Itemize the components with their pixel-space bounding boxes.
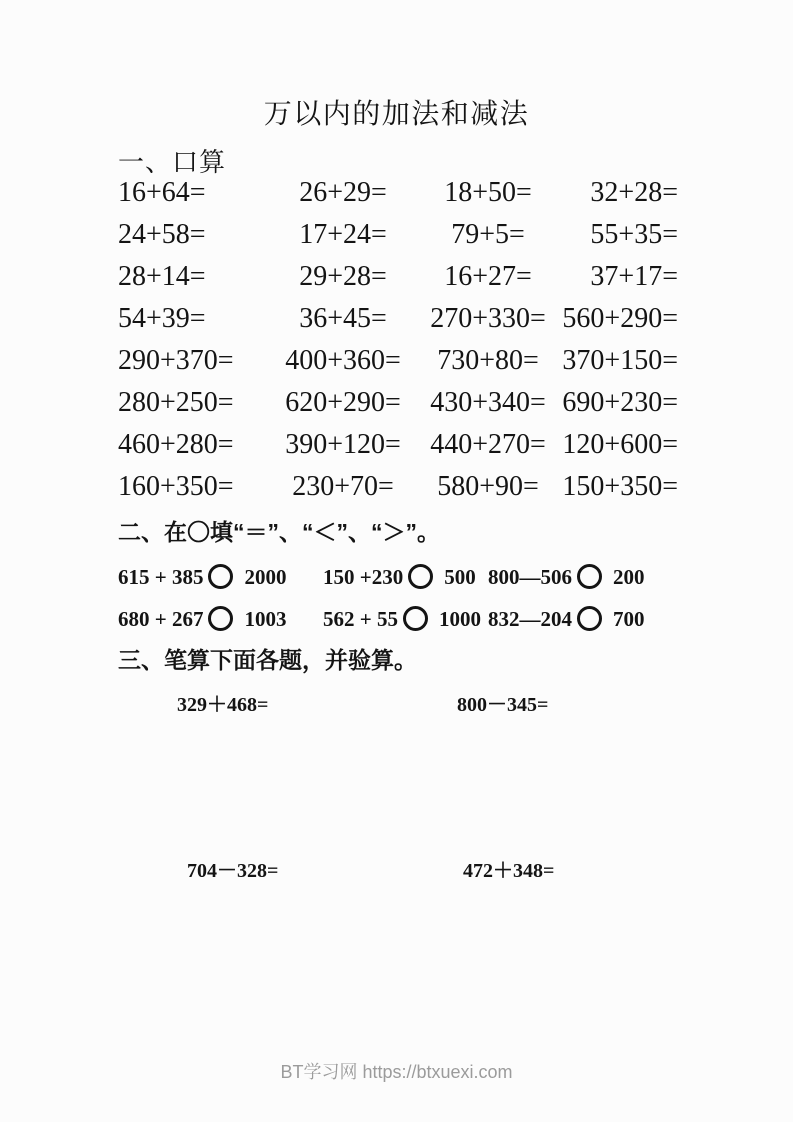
oral-problem: 730+80= xyxy=(437,345,539,376)
comparison-circle xyxy=(408,564,433,589)
comparison-expression: 615 + 385 xyxy=(118,565,204,589)
section-compare-heading: 二、在〇填“＝”、“＜”、“＞”。 xyxy=(118,519,440,545)
oral-problem: 16+64= xyxy=(118,177,206,208)
written-problem: 472＋348= xyxy=(463,860,555,882)
comparison-value: 2000 xyxy=(244,565,287,589)
oral-problem: 26+29= xyxy=(299,177,387,208)
comparison-problem xyxy=(323,564,488,590)
oral-problem: 79+5= xyxy=(451,219,525,250)
oral-problem: 28+14= xyxy=(118,261,206,292)
comparison-expression: 680 + 267 xyxy=(118,607,204,631)
oral-problem: 18+50= xyxy=(444,177,532,208)
oral-problem: 17+24= xyxy=(299,219,387,250)
oral-problem: 54+39= xyxy=(118,303,206,334)
comparison-problem xyxy=(323,606,488,632)
written-problems-row xyxy=(0,688,793,722)
oral-problem: 24+58= xyxy=(118,219,206,250)
oral-problem: 37+17= xyxy=(590,261,678,292)
comparison-expression: 150 +230 xyxy=(323,565,404,589)
comparison-circle xyxy=(577,606,602,631)
compare-row xyxy=(118,556,718,598)
written-problem: 800－345= xyxy=(457,694,549,716)
oral-problem: 580+90= xyxy=(437,471,539,502)
comparison-expression: 832—204 xyxy=(488,607,572,631)
compare-row xyxy=(118,598,718,640)
comparison-circle xyxy=(208,606,233,631)
oral-problem: 230+70= xyxy=(292,471,394,502)
written-problem: 329＋468= xyxy=(177,694,269,716)
watermark-footer: BT学习网 https://btxuexi.com xyxy=(280,1062,513,1082)
oral-problem: 460+280= xyxy=(118,429,234,460)
comparison-value: 500 xyxy=(444,565,476,589)
oral-problem: 36+45= xyxy=(299,303,387,334)
section-oral-heading: 一、口算 xyxy=(118,148,227,177)
comparison-expression: 562 + 55 xyxy=(323,607,398,631)
oral-problem: 150+350= xyxy=(562,471,678,502)
oral-problem: 160+350= xyxy=(118,471,234,502)
oral-problem: 55+35= xyxy=(590,219,678,250)
comparison-expression: 800—506 xyxy=(488,565,572,589)
compare-problems xyxy=(118,556,718,640)
comparison-value: 1003 xyxy=(244,607,287,631)
oral-problem: 280+250= xyxy=(118,387,234,418)
comparison-problem xyxy=(488,564,698,590)
oral-problem: 440+270= xyxy=(430,429,546,460)
section-written-heading: 三、笔算下面各题，并验算。 xyxy=(118,647,417,673)
written-problem: 704－328= xyxy=(187,860,279,882)
oral-problem: 690+230= xyxy=(562,387,678,418)
comparison-problem xyxy=(118,606,323,632)
written-problems-row xyxy=(0,854,793,888)
oral-problem: 400+360= xyxy=(285,345,401,376)
oral-problem: 120+600= xyxy=(562,429,678,460)
oral-problem: 430+340= xyxy=(430,387,546,418)
comparison-value: 700 xyxy=(613,607,645,631)
oral-problem: 32+28= xyxy=(590,177,678,208)
comparison-circle xyxy=(577,564,602,589)
oral-problem: 390+120= xyxy=(285,429,401,460)
oral-problem: 16+27= xyxy=(444,261,532,292)
comparison-value: 200 xyxy=(613,565,645,589)
oral-problem: 270+330= xyxy=(430,303,546,334)
oral-problem: 370+150= xyxy=(562,345,678,376)
comparison-circle xyxy=(403,606,428,631)
oral-problem: 560+290= xyxy=(562,303,678,334)
comparison-problem xyxy=(488,606,698,632)
comparison-circle xyxy=(208,564,233,589)
comparison-problem xyxy=(118,564,323,590)
oral-problem: 290+370= xyxy=(118,345,234,376)
oral-problems-grid xyxy=(118,172,678,508)
comparison-value: 1000 xyxy=(438,607,481,631)
oral-problem: 620+290= xyxy=(285,387,401,418)
page-title: 万以内的加法和减法 xyxy=(263,99,530,130)
oral-problem: 29+28= xyxy=(299,261,387,292)
